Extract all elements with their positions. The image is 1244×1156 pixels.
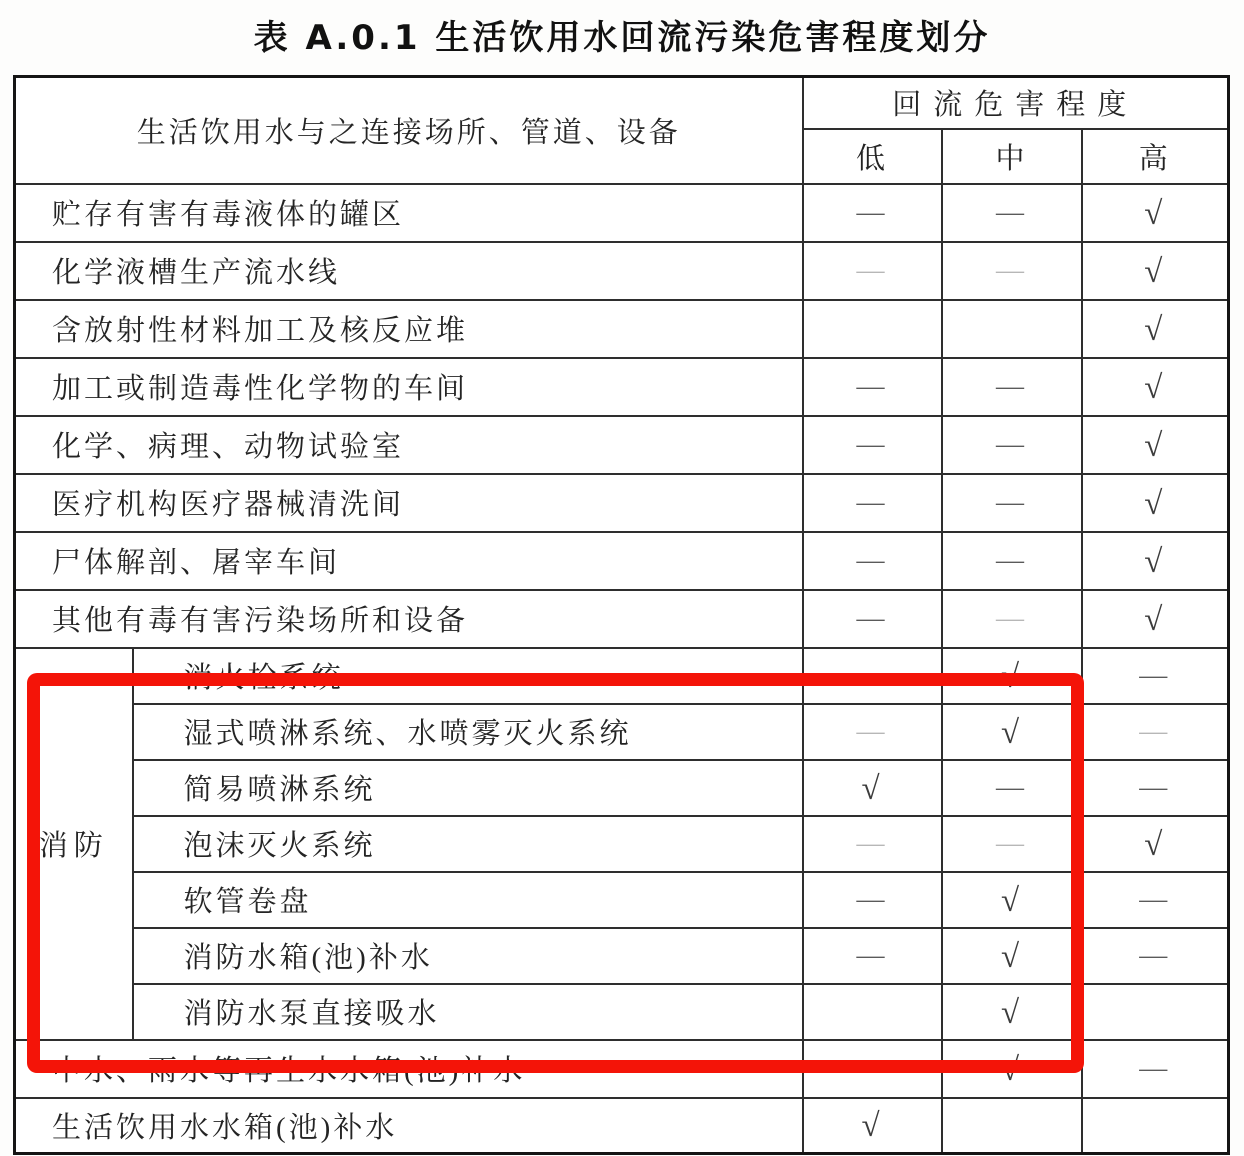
hazard-cell-medium [942, 648, 1082, 704]
hazard-cell-low [803, 760, 942, 816]
check-mark: √ [1000, 714, 1023, 751]
table-row [15, 648, 1229, 704]
table-body [15, 184, 1229, 1154]
hazard-cell-high [1082, 1098, 1229, 1154]
hazard-cell-high [1082, 184, 1229, 242]
dash-mark: — [856, 716, 888, 747]
dash-mark: — [996, 545, 1028, 576]
table-row [15, 704, 1229, 760]
dash-mark: — [996, 255, 1028, 286]
hazard-cell-low [803, 300, 942, 358]
row-label: 消火栓系统 [133, 648, 803, 704]
row-label: 简易喷淋系统 [133, 760, 803, 816]
hazard-cell-medium [942, 760, 1082, 816]
table-row [15, 416, 1229, 474]
header-main-label: 生活饮用水与之连接场所、管道、设备 [15, 77, 803, 184]
hazard-cell-medium [942, 358, 1082, 416]
hazard-cell-high [1082, 590, 1229, 648]
hazard-cell-medium [942, 416, 1082, 474]
hazard-cell-low [803, 648, 942, 704]
hazard-cell-medium [942, 928, 1082, 984]
dash-mark: — [856, 884, 888, 915]
check-mark: √ [1144, 253, 1166, 290]
hazard-cell-medium [942, 184, 1082, 242]
hazard-cell-high [1082, 816, 1229, 872]
hazard-cell-low [803, 1040, 942, 1098]
check-mark: √ [1144, 601, 1166, 638]
hazard-cell-low [803, 816, 942, 872]
table-row [15, 590, 1229, 648]
check-mark: √ [1144, 311, 1166, 348]
dash-mark: — [856, 1053, 888, 1084]
hazard-cell-high [1082, 1040, 1229, 1098]
hazard-cell-low [803, 416, 942, 474]
check-mark: √ [1144, 826, 1166, 863]
hazard-cell-low [803, 358, 942, 416]
hazard-cell-low [803, 242, 942, 300]
table-row [15, 474, 1229, 532]
table-row [15, 184, 1229, 242]
dash-mark: — [856, 603, 888, 634]
dash-mark: — [856, 940, 888, 971]
hazard-cell-high [1082, 416, 1229, 474]
hazard-cell-medium [942, 532, 1082, 590]
hazard-cell-low [803, 872, 942, 928]
dash-mark: — [996, 772, 1028, 803]
row-label: 泡沫灭火系统 [133, 816, 803, 872]
fire-group-label: 消防 [15, 648, 133, 1040]
table-row [15, 1098, 1229, 1154]
hazard-cell-medium [942, 704, 1082, 760]
hazard-cell-high [1082, 872, 1229, 928]
hazard-cell-high [1082, 984, 1229, 1040]
row-label: 加工或制造毒性化学物的车间 [15, 358, 803, 416]
dash-mark: — [996, 429, 1028, 460]
check-mark: √ [1144, 485, 1166, 522]
table-row [15, 928, 1229, 984]
table-header [15, 77, 1229, 184]
dash-mark: — [1139, 1053, 1171, 1084]
table-row [15, 300, 1229, 358]
hazard-cell-high [1082, 242, 1229, 300]
hazard-cell-medium [942, 474, 1082, 532]
hazard-cell-high [1082, 300, 1229, 358]
table-row [15, 1040, 1229, 1098]
table-container [13, 75, 1230, 1155]
dash-mark: — [856, 660, 888, 691]
row-label: 其他有毒有害污染场所和设备 [15, 590, 803, 648]
header-row-group [15, 77, 1229, 129]
check-mark: √ [861, 1108, 883, 1145]
row-label: 消防水箱(池)补水 [133, 928, 803, 984]
row-label: 医疗机构医疗器械清洗间 [15, 474, 803, 532]
header-group-label: 回流危害程度 [803, 77, 1229, 129]
hazard-cell-medium [942, 984, 1082, 1040]
row-label: 贮存有害有毒液体的罐区 [15, 184, 803, 242]
dash-mark: — [1139, 940, 1171, 971]
hazard-cell-high [1082, 474, 1229, 532]
hazard-cell-high [1082, 760, 1229, 816]
table-row [15, 816, 1229, 872]
dash-mark: — [996, 371, 1028, 402]
hazard-cell-high [1082, 648, 1229, 704]
dash-mark: — [1139, 716, 1171, 747]
hazard-cell-low [803, 984, 942, 1040]
row-label: 化学、病理、动物试验室 [15, 416, 803, 474]
header-level-medium: 中 [942, 129, 1082, 184]
hazard-cell-medium [942, 1098, 1082, 1154]
check-mark: √ [1144, 427, 1166, 464]
table-row [15, 760, 1229, 816]
row-label: 化学液槽生产流水线 [15, 242, 803, 300]
check-mark: √ [861, 770, 883, 807]
hazard-cell-medium [942, 242, 1082, 300]
dash-mark: — [856, 545, 888, 576]
hazard-cell-low [803, 184, 942, 242]
hazard-cell-low [803, 928, 942, 984]
hazard-cell-low [803, 532, 942, 590]
row-label: 含放射性材料加工及核反应堆 [15, 300, 803, 358]
backflow-hazard-table [13, 75, 1230, 1155]
row-label: 湿式喷淋系统、水喷雾灭火系统 [133, 704, 803, 760]
hazard-cell-high [1082, 358, 1229, 416]
row-label: 中水、雨水等再生水水箱(池)补水 [15, 1040, 803, 1098]
hazard-cell-low [803, 1098, 942, 1154]
dash-mark: — [1139, 772, 1171, 803]
dash-mark: — [856, 487, 888, 518]
hazard-cell-medium [942, 1040, 1082, 1098]
hazard-cell-medium [942, 872, 1082, 928]
dash-mark: — [856, 255, 888, 286]
table-row [15, 358, 1229, 416]
table-row [15, 532, 1229, 590]
check-mark: √ [1144, 195, 1166, 232]
dash-mark: — [996, 603, 1028, 634]
dash-mark: — [1139, 660, 1171, 691]
row-label: 消防水泵直接吸水 [133, 984, 803, 1040]
row-label: 生活饮用水水箱(池)补水 [15, 1098, 803, 1154]
hazard-cell-low [803, 704, 942, 760]
check-mark: √ [1000, 658, 1023, 695]
dash-mark: — [1139, 884, 1171, 915]
header-level-high: 高 [1082, 129, 1229, 184]
hazard-cell-medium [942, 300, 1082, 358]
hazard-cell-high [1082, 928, 1229, 984]
hazard-cell-high [1082, 704, 1229, 760]
dash-mark: — [856, 371, 888, 402]
page-title: 表 A.0.1 生活饮用水回流污染危害程度划分 [253, 18, 991, 58]
check-mark: √ [1000, 994, 1023, 1031]
row-label: 尸体解剖、屠宰车间 [15, 532, 803, 590]
table-row [15, 872, 1229, 928]
hazard-cell-medium [942, 590, 1082, 648]
check-mark: √ [1000, 938, 1023, 975]
check-mark: √ [1144, 543, 1166, 580]
check-mark: √ [1144, 369, 1166, 406]
row-label: 软管卷盘 [133, 872, 803, 928]
dash-mark: — [996, 828, 1028, 859]
dash-mark: — [856, 429, 888, 460]
dash-mark: — [856, 828, 888, 859]
dash-mark: — [996, 197, 1028, 228]
check-mark: √ [1000, 882, 1023, 919]
table-row [15, 984, 1229, 1040]
dash-mark: — [856, 197, 888, 228]
hazard-cell-medium [942, 816, 1082, 872]
header-level-low: 低 [803, 129, 942, 184]
hazard-cell-low [803, 474, 942, 532]
table-row [15, 242, 1229, 300]
check-mark: √ [1000, 1051, 1023, 1088]
hazard-cell-high [1082, 532, 1229, 590]
hazard-cell-low [803, 590, 942, 648]
dash-mark: — [996, 487, 1028, 518]
